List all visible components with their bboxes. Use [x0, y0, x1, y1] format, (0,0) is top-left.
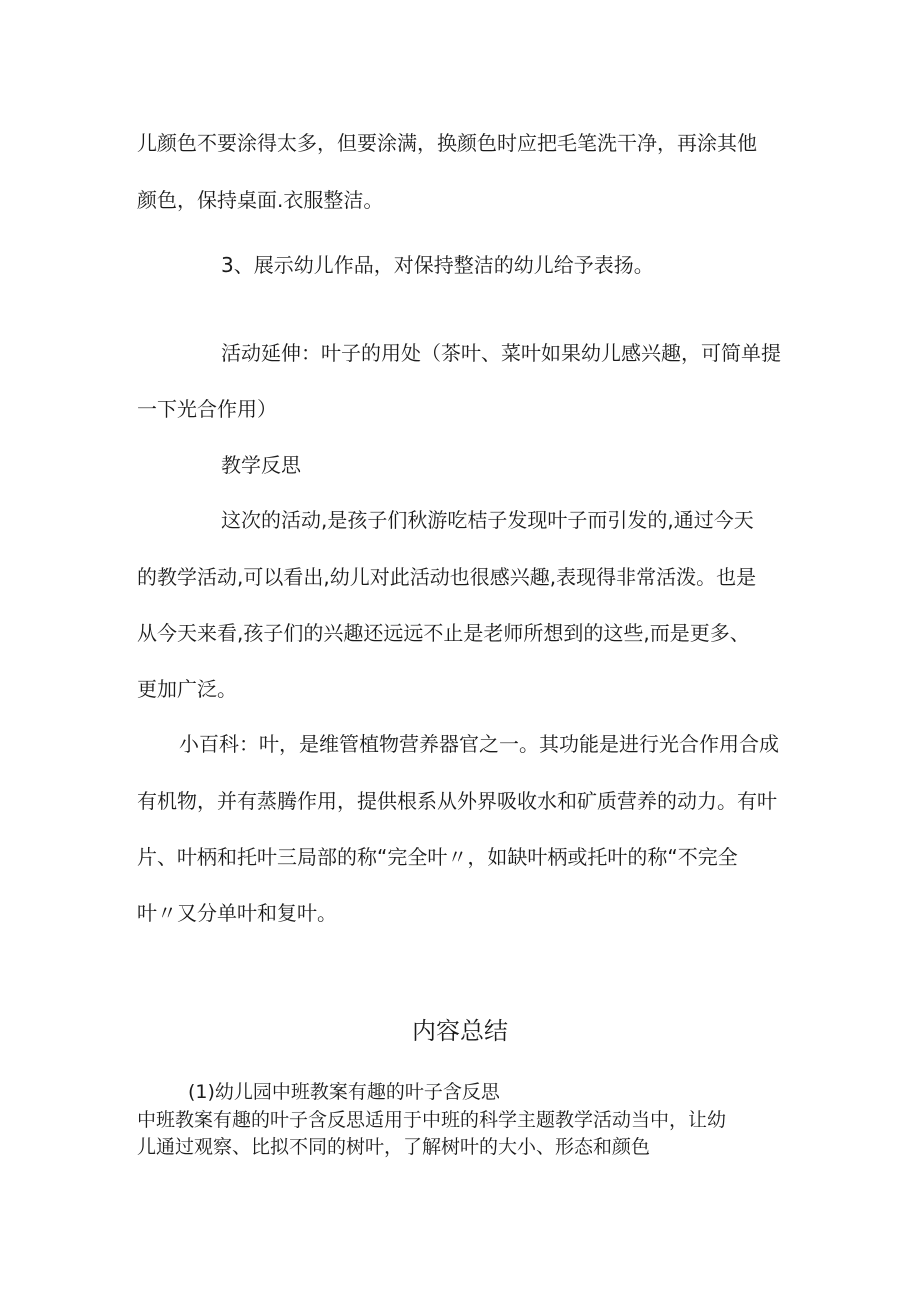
paragraph-line: 有机物，并有蒸腾作用，提供根系从外界吸收水和矿质营养的动力。有叶 [137, 789, 777, 813]
paragraph-line: 的教学活动,可以看出,幼儿对此活动也很感兴趣,表现得非常活泼。也是 [137, 565, 757, 589]
paragraph-line: 颜色，保持桌面.衣服整洁。 [137, 188, 384, 212]
paragraph-line: 叶〃又分单叶和复叶。 [137, 901, 337, 925]
summary-line: 中班教案有趣的叶子含反思适用于中班的科学主题教学活动当中，让幼 [137, 1109, 727, 1131]
section-heading: 教学反思 [221, 453, 301, 477]
paragraph-line: 一下光合作用） [137, 397, 277, 421]
summary-title: 内容总结 [412, 1017, 508, 1045]
summary-line: 儿通过观察、比拟不同的树叶，了解树叶的大小、形态和颜色 [137, 1136, 651, 1158]
paragraph-line: 小百科：叶，是维管植物营养器官之一。其功能是进行光合作用合成 [179, 732, 779, 756]
paragraph-line: 3、展示幼儿作品，对保持整洁的幼儿给予表扬。 [221, 253, 654, 277]
paragraph-line: 从今天来看,孩子们的兴趣还远远不止是老师所想到的这些,而是更多、 [137, 621, 750, 645]
paragraph-line: 片、叶柄和托叶三局部的称“完全叶〃，如缺叶柄或托叶的称“不完全 [137, 845, 738, 869]
paragraph-line: 这次的活动,是孩子们秋游吃桔子发现叶子而引发的,通过今天 [221, 508, 754, 532]
paragraph-line: 更加广泛。 [137, 677, 237, 701]
paragraph-line: 儿颜色不要涂得太多，但要涂满，换颜色时应把毛笔洗干净，再涂其他 [137, 131, 757, 155]
summary-item: (1)幼儿园中班教案有趣的叶子含反思 [188, 1081, 500, 1103]
paragraph-line: 活动延伸：叶子的用处（茶叶、菜叶如果幼儿感兴趣，可简单提 [221, 341, 781, 365]
